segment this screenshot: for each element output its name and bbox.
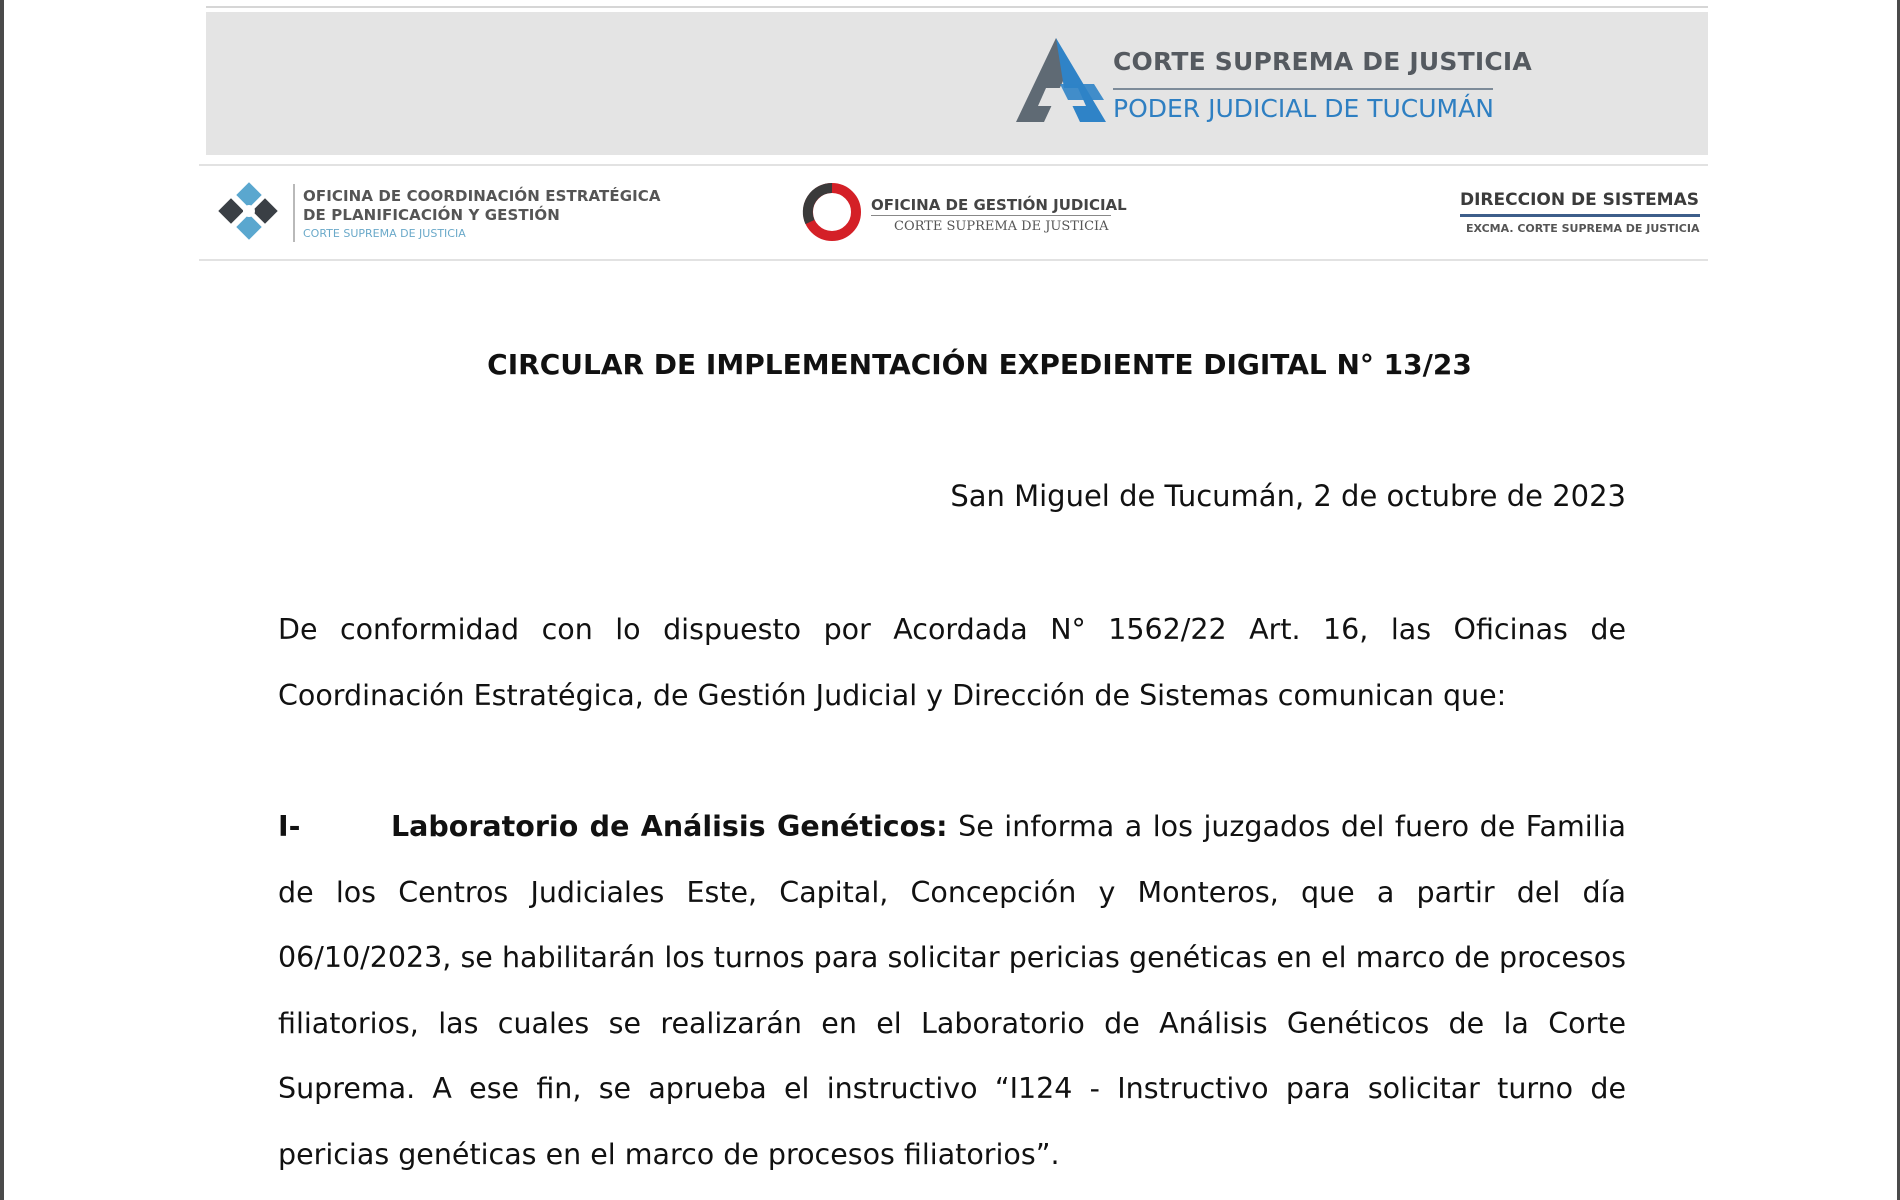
court-header-band: [206, 12, 1708, 155]
document-date: San Miguel de Tucumán, 2 de octubre de 2023: [950, 479, 1626, 513]
ds-divider: [1460, 214, 1700, 217]
court-subtitle: PODER JUDICIAL DE TUCUMÁN: [1113, 94, 1494, 123]
ocep-divider: [293, 184, 295, 242]
logo-row-bottom-rule: [199, 259, 1708, 261]
court-name: CORTE SUPREMA DE JUSTICIA: [1113, 47, 1532, 76]
ocep-name-line1: OFICINA DE COORDINACIÓN ESTRATÉGICA: [303, 187, 661, 205]
ocep-puzzle-logo-icon: [216, 180, 282, 246]
item-text: Se informa a los juzgados del fuero de Familia de los Centros Judiciales Este, Capital, Concepción y Monteros, que a partir del día 06/10/2023, se habilitarán los turnos para solicitar pericias genéticas en el marco de procesos filiatorios, las cuales se realizarán en el Laboratorio de Análisis Genéticos de la Corte Suprema. A ese fin, se aprueba el instructivo “I124 - Instructivo para solicitar turno de pericias genéticas en el marco de procesos filiatorios”.: [278, 810, 1627, 1171]
ocep-name-line2: DE PLANIFICACIÓN Y GESTIÓN: [303, 206, 560, 224]
document-title: CIRCULAR DE IMPLEMENTACIÓN EXPEDIENTE DIGITAL N° 13/23: [487, 348, 1472, 381]
ogj-divider: [871, 215, 1111, 216]
ds-name: DIRECCION DE SISTEMAS: [1460, 190, 1699, 210]
document-page: [4, 0, 1897, 1200]
intro-paragraph: De conformidad con lo dispuesto por Acordada N° 1562/22 Art. 16, las Oficinas de Coordinación Estratégica, de Gestión Judicial y Dirección de Sistemas comunican que:: [278, 613, 1626, 712]
item-paragraph: [278, 794, 1626, 1187]
item-heading: Laboratorio de Análisis Genéticos:: [391, 810, 948, 843]
ogj-ring-logo-icon: [800, 180, 864, 244]
corte-suprema-logo-icon: [1008, 26, 1108, 126]
court-name-divider: [1113, 88, 1493, 90]
ogj-subtitle: CORTE SUPREMA DE JUSTICIA: [894, 219, 1109, 234]
ocep-name-line3: CORTE SUPREMA DE JUSTICIA: [303, 227, 466, 240]
logo-row-top-rule: [199, 164, 1708, 166]
ds-subtitle: EXCMA. CORTE SUPREMA DE JUSTICIA: [1466, 222, 1700, 235]
ogj-name: OFICINA DE GESTIÓN JUDICIAL: [871, 196, 1127, 214]
top-rule: [206, 6, 1708, 8]
item-number: I-: [278, 810, 301, 843]
